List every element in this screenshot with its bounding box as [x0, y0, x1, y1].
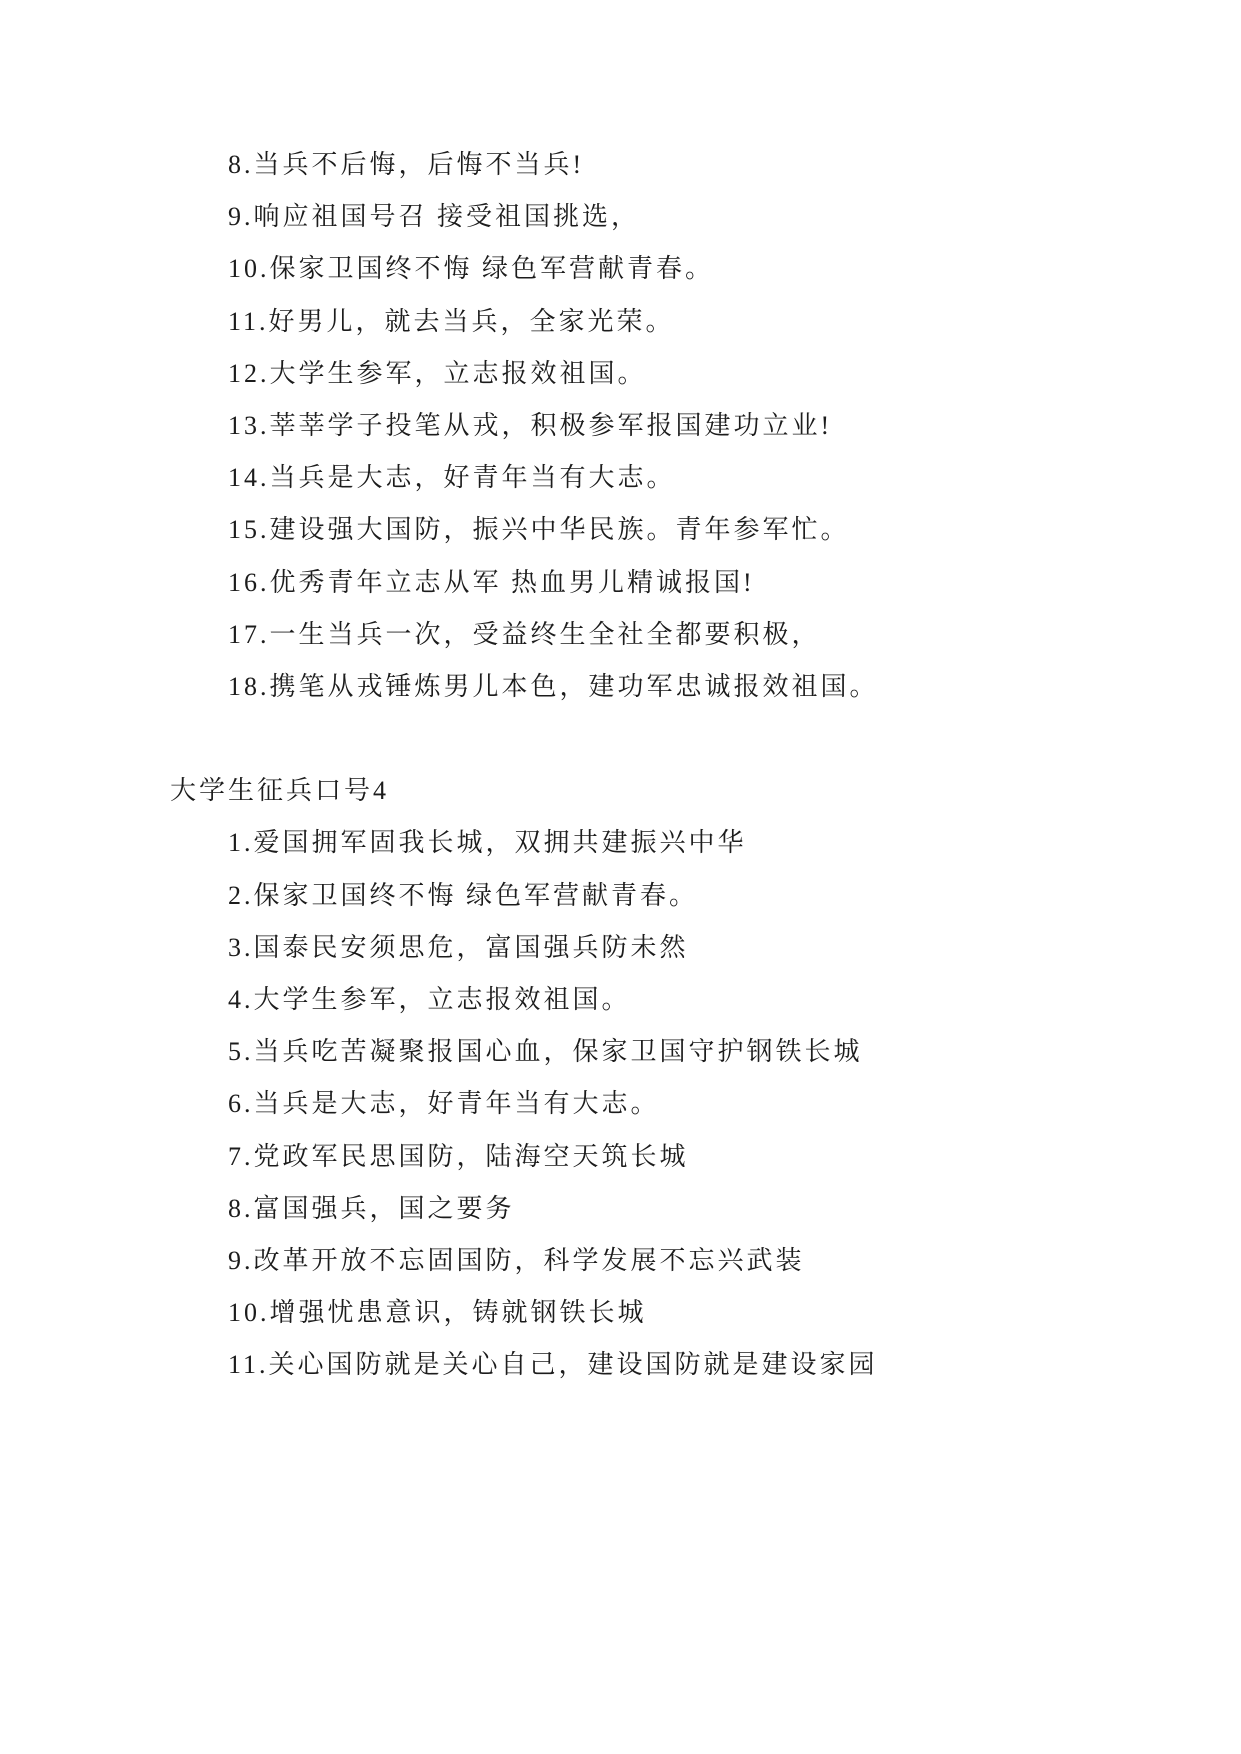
- slogan-item: 5.当兵吃苦凝聚报国心血，保家卫国守护钢铁长城: [228, 1037, 863, 1067]
- slogan-item: 8.富国强兵，国之要务: [228, 1193, 515, 1223]
- slogan-item: 11.关心国防就是关心自己，建设国防就是建设家园: [228, 1350, 878, 1380]
- section-heading: 大学生征兵口号4: [170, 776, 390, 806]
- slogan-item: 4.大学生参军，立志报效祖国。: [228, 985, 631, 1014]
- slogan-item: 10.保家卫国终不悔 绿色军营献青春。: [228, 254, 715, 284]
- slogan-item: 11.好男儿，就去当兵，全家光荣。: [228, 306, 675, 336]
- slogan-item: 12.大学生参军，立志报效祖国。: [228, 358, 647, 388]
- slogan-item: 2.保家卫国终不悔 绿色军营献青春。: [228, 880, 699, 910]
- slogan-item: 6.当兵是大志，好青年当有大志。: [228, 1089, 660, 1119]
- slogan-item: 13.莘莘学子投笔从戎，积极参军报国建功立业!: [228, 410, 833, 440]
- slogan-item: 16.优秀青年立志从军 热血男儿精诚报国!: [228, 567, 755, 597]
- slogan-item: 14.当兵是大志，好青年当有大志。: [228, 463, 676, 493]
- document-body: [0, 139, 1241, 1392]
- slogan-item: 3.国泰民安须思危，富国强兵防未然: [228, 932, 689, 962]
- slogan-item: 10.增强忧患意识，铸就钢铁长城: [228, 1298, 647, 1328]
- slogan-item: 9.改革开放不忘固国防，科学发展不忘兴武装: [228, 1245, 805, 1275]
- slogan-item: 1.爱国拥军固我长城，双拥共建振兴中华: [228, 828, 747, 858]
- slogan-item: 17.一生当兵一次，受益终生全社全都要积极，: [228, 619, 821, 649]
- slogan-item: 18.携笔从戎锤炼男儿本色，建功军忠诚报效祖国。: [228, 671, 879, 701]
- slogan-item: 9.响应祖国号召 接受祖国挑选，: [228, 202, 641, 232]
- slogan-item: 8.当兵不后悔，后悔不当兵!: [228, 150, 585, 179]
- slogan-item: 15.建设强大国防，振兴中华民族。青年参军忙。: [228, 515, 850, 545]
- paragraph-spacer: [0, 713, 1241, 765]
- slogan-item: 7.党政军民思国防，陆海空天筑长城: [228, 1141, 689, 1171]
